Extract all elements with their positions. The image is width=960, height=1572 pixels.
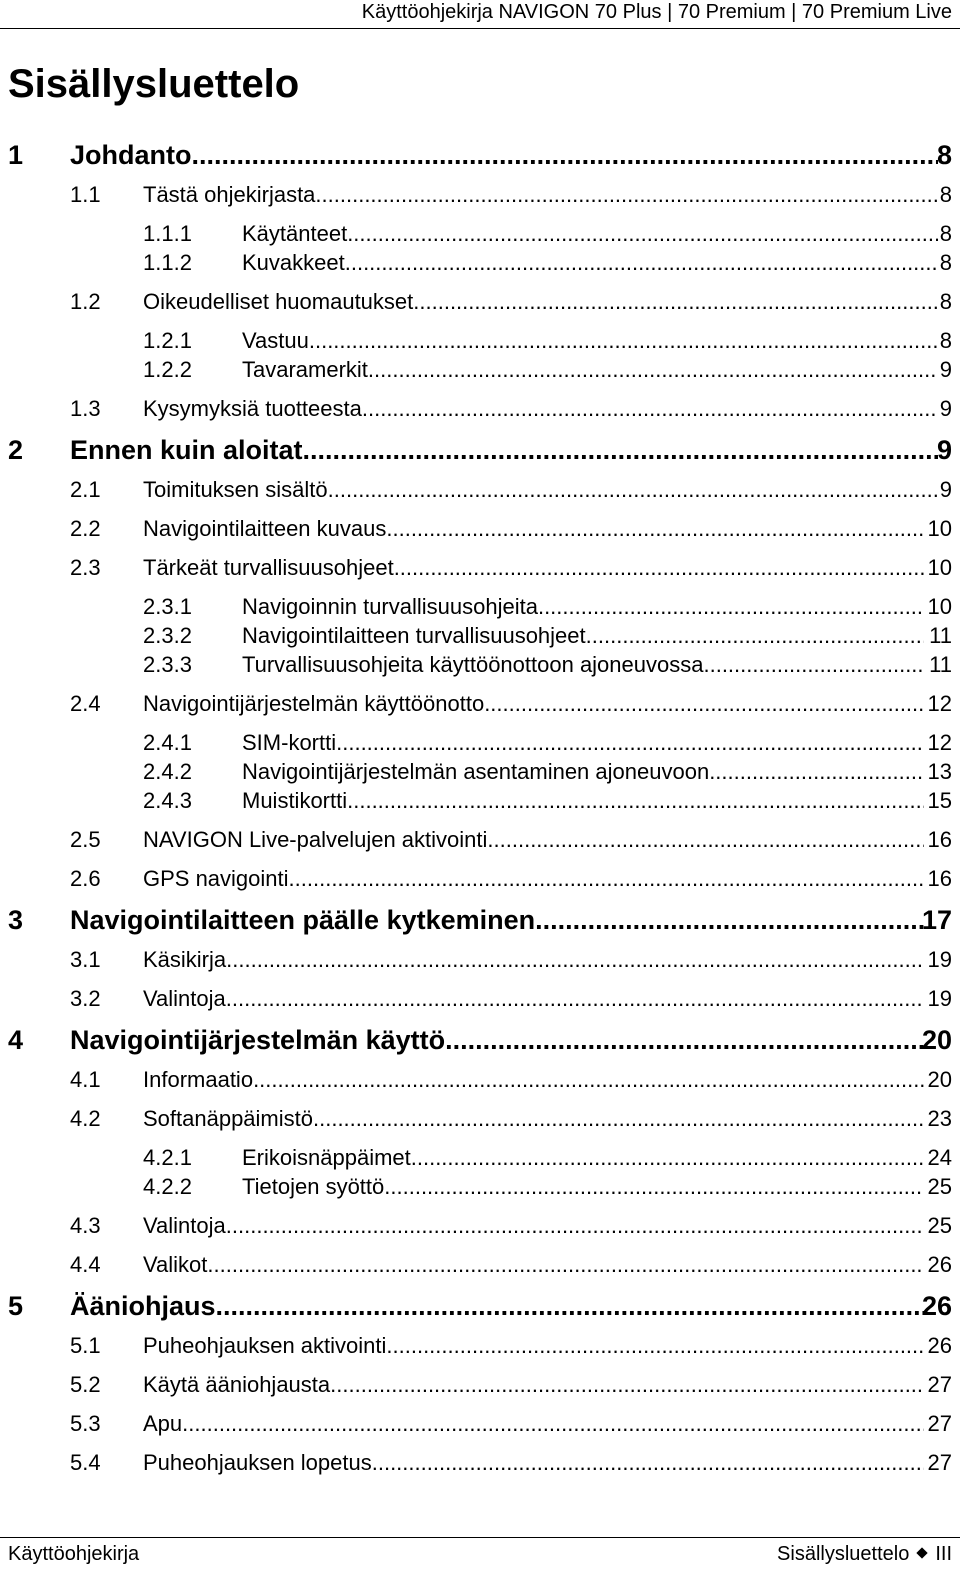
- dot-leader: [709, 759, 924, 785]
- toc-entry-number: 3.2: [70, 986, 101, 1011]
- dot-leader: [303, 435, 938, 466]
- toc-entry-title-wrap: [143, 986, 924, 1012]
- toc-entry[interactable]: [0, 182, 960, 210]
- diamond-icon: [917, 1548, 928, 1559]
- toc-entry-title-wrap: [242, 221, 938, 247]
- toc-entry[interactable]: [0, 730, 960, 758]
- toc-entry-title-wrap: [143, 1067, 924, 1093]
- toc-entry-title-wrap: [143, 1372, 924, 1398]
- toc-entry-title-wrap: [143, 1213, 924, 1239]
- toc-entry-title-wrap: [143, 1252, 924, 1278]
- toc-entry-page: 8: [936, 140, 952, 170]
- toc-entry-title-wrap: [242, 652, 924, 678]
- dot-leader: [386, 1333, 924, 1359]
- toc-entry-title: Erikoisnäppäimet: [242, 1145, 411, 1170]
- dot-leader: [372, 1450, 924, 1476]
- toc-entry-title: Navigointijärjestelmän käyttöönotto: [143, 691, 485, 716]
- toc-entry[interactable]: [0, 477, 960, 505]
- toc-entry-page: 15: [927, 788, 952, 813]
- toc-entry-number: 1.1: [70, 182, 101, 207]
- toc-entry-page: 9: [939, 477, 952, 502]
- toc-entry-title: Turvallisuusohjeita käyttöönottoon ajoneuvossa: [242, 652, 704, 677]
- toc-entry-title-wrap: [143, 477, 938, 503]
- dot-leader: [226, 1213, 924, 1239]
- toc-entry-number: 4.3: [70, 1213, 101, 1238]
- dot-leader: [207, 1252, 924, 1278]
- toc-entry-title-wrap: [143, 1411, 924, 1437]
- toc-entry-title-wrap: [242, 357, 938, 383]
- toc-entry-number: 2.3.3: [143, 652, 192, 677]
- toc-entry-page: 10: [927, 516, 952, 541]
- toc-entry-number: 1.2: [70, 289, 101, 314]
- toc-entry-page: 19: [927, 947, 952, 972]
- toc-entry[interactable]: [0, 357, 960, 385]
- toc-entry-page: 9: [939, 357, 952, 382]
- toc-entry-title-wrap: [143, 516, 924, 542]
- toc-entry-page: 9: [936, 435, 952, 465]
- toc-entry-page: 9: [939, 396, 952, 421]
- toc-entry-page: 12: [927, 730, 952, 755]
- toc-entry[interactable]: [0, 827, 960, 855]
- toc-entry[interactable]: [0, 221, 960, 249]
- toc-entry-number: 5: [8, 1291, 24, 1321]
- toc-entry-title: NAVIGON Live-palvelujen aktivointi: [143, 827, 488, 852]
- toc-entry[interactable]: [0, 866, 960, 894]
- toc-entry-title-wrap: [143, 1106, 924, 1132]
- dot-leader: [253, 1067, 924, 1093]
- toc-entry-title: GPS navigointi: [143, 866, 289, 891]
- toc-entry-title: Apu: [143, 1411, 183, 1436]
- toc-entry-number: 2.4.1: [143, 730, 192, 755]
- dot-leader: [384, 1174, 924, 1200]
- toc-entry-page: 20: [921, 1025, 952, 1055]
- dot-leader: [413, 289, 938, 315]
- toc-entry-page: 19: [927, 986, 952, 1011]
- toc-entry[interactable]: [0, 250, 960, 278]
- toc-entry-title: Navigointilaitteen kuvaus: [143, 516, 387, 541]
- toc-entry[interactable]: [0, 1411, 960, 1439]
- toc-entry-title-wrap: [242, 730, 924, 756]
- dot-leader: [386, 516, 924, 542]
- toc-entry-number: 5.3: [70, 1411, 101, 1436]
- toc-entry-number: 2.4: [70, 691, 101, 716]
- toc-entry-number: 2.1: [70, 477, 101, 502]
- toc-entry-title: Käytä ääniohjausta: [143, 1372, 331, 1397]
- toc-entry-title: Puheohjauksen lopetus: [143, 1450, 372, 1475]
- toc-entry-title: Navigointijärjestelmän käyttö: [70, 1025, 446, 1055]
- toc-entry-page: 24: [927, 1145, 952, 1170]
- header-text: Käyttöohjekirja NAVIGON 70 Plus | 70 Premium | 70 Premium Live: [361, 1, 952, 23]
- toc-entry-page: 16: [927, 827, 952, 852]
- toc-entry[interactable]: [0, 1145, 960, 1173]
- toc-entry[interactable]: [0, 1213, 960, 1241]
- toc-entry-title: Toimituksen sisältö: [143, 477, 328, 502]
- toc-entry-title: Valintoja: [143, 986, 226, 1011]
- toc-entry-title-wrap: [143, 947, 924, 973]
- dot-leader: [313, 1106, 924, 1132]
- toc-entry-number: 4: [8, 1025, 24, 1055]
- toc-entry-page: 13: [927, 759, 952, 784]
- toc-entry-page: 26: [921, 1291, 952, 1321]
- toc-entry-title: Navigoinnin turvallisuusohjeita: [242, 594, 538, 619]
- dot-leader: [182, 1411, 924, 1437]
- toc-entry-title-wrap: [143, 827, 924, 853]
- toc-entry[interactable]: [0, 1067, 960, 1095]
- toc-entry-title: Tärkeät turvallisuusohjeet: [143, 555, 394, 580]
- toc-entry[interactable]: [0, 435, 960, 467]
- toc-entry[interactable]: [0, 1174, 960, 1202]
- toc-entry-number: 2.2: [70, 516, 101, 541]
- toc-entry-number: 1: [8, 140, 24, 170]
- toc-entry-title-wrap: [242, 328, 938, 354]
- toc-entry-number: 2.3.2: [143, 623, 192, 648]
- toc-entry-title-wrap: [143, 555, 924, 581]
- toc-entry-title-wrap: [70, 140, 938, 171]
- toc-entry-title: Ennen kuin aloitat: [70, 435, 303, 465]
- toc-entry[interactable]: [0, 289, 960, 317]
- footer-section-name: Sisällysluettelo: [777, 1543, 910, 1565]
- toc-entry-number: 4.1: [70, 1067, 101, 1092]
- toc-entry[interactable]: [0, 1450, 960, 1478]
- toc-entry[interactable]: [0, 1106, 960, 1134]
- dot-leader: [309, 328, 938, 354]
- toc-entry[interactable]: [0, 328, 960, 356]
- toc-entry[interactable]: [0, 759, 960, 787]
- dot-leader: [368, 357, 938, 383]
- toc-entry-title: Johdanto: [70, 140, 192, 170]
- toc-entry-number: 5.2: [70, 1372, 101, 1397]
- toc-entry-page: 16: [927, 866, 952, 891]
- toc-entry-title-wrap: [143, 866, 924, 892]
- toc-entry-title: Navigointilaitteen turvallisuusohjeet: [242, 623, 586, 648]
- toc-entry-page: 26: [927, 1333, 952, 1358]
- toc-entry-page: 27: [927, 1411, 952, 1436]
- toc-entry-title-wrap: [242, 594, 924, 620]
- toc-entry-number: 2.4.2: [143, 759, 192, 784]
- toc-entry-title: Kuvakkeet: [242, 250, 345, 275]
- dot-leader: [226, 947, 924, 973]
- toc-entry-title: Navigointilaitteen päälle kytkeminen: [70, 905, 536, 935]
- toc-entry[interactable]: [0, 555, 960, 583]
- dot-leader: [538, 594, 924, 620]
- toc-entry[interactable]: [0, 691, 960, 719]
- dot-leader: [347, 221, 938, 247]
- toc-entry-title: Tästä ohjekirjasta: [143, 182, 316, 207]
- page-footer: [0, 1537, 960, 1572]
- toc-entry[interactable]: [0, 1025, 960, 1057]
- toc-entry-title-wrap: [242, 623, 924, 649]
- toc-entry-page: 11: [929, 623, 952, 648]
- dot-leader: [586, 623, 924, 649]
- toc-entry-title: Informaatio: [143, 1067, 254, 1092]
- toc-entry-number: 5.4: [70, 1450, 101, 1475]
- toc-entry-title: Käsikirja: [143, 947, 227, 972]
- dot-leader: [535, 905, 924, 936]
- toc-entry-title-wrap: [242, 1174, 924, 1200]
- dot-leader: [345, 250, 938, 276]
- toc-entry-page: 10: [927, 594, 952, 619]
- toc-entry-page: 8: [939, 221, 952, 246]
- toc-entry-page: 26: [927, 1252, 952, 1277]
- toc-entry-number: 4.2.1: [143, 1145, 192, 1170]
- toc-entry-title: Oikeudelliset huomautukset: [143, 289, 414, 314]
- toc-entry-page: 8: [939, 250, 952, 275]
- toc-entry-title: Käytänteet: [242, 221, 348, 246]
- toc-entry-title: Vastuu: [242, 328, 309, 353]
- toc-entry-page: 25: [927, 1213, 952, 1238]
- toc-entry-title-wrap: [143, 396, 938, 422]
- toc-entry-number: 3.1: [70, 947, 101, 972]
- toc-entry-title-wrap: [242, 1145, 924, 1171]
- toc-entry-number: 1.1.2: [143, 250, 192, 275]
- toc-entry-number: 4.4: [70, 1252, 101, 1277]
- toc-entry-title: Muistikortti: [242, 788, 348, 813]
- toc-entry-title: Valikot: [143, 1252, 208, 1277]
- toc-entry-title: Ääniohjaus: [70, 1291, 216, 1321]
- toc-entry-page: 27: [927, 1372, 952, 1397]
- toc-entry-title-wrap: [70, 435, 938, 466]
- toc-entry-title: Tietojen syöttö: [242, 1174, 385, 1199]
- dot-leader: [289, 866, 924, 892]
- dot-leader: [328, 477, 938, 503]
- toc-entry-title-wrap: [143, 289, 938, 315]
- toc-entry[interactable]: [0, 594, 960, 622]
- toc-entry-page: 20: [927, 1067, 952, 1092]
- page-title: Sisällysluettelo: [8, 62, 300, 106]
- toc-entry-number: 4.2: [70, 1106, 101, 1131]
- toc-entry-page: 27: [927, 1450, 952, 1475]
- toc-entry-title: Navigointijärjestelmän asentaminen ajoneuvoon: [242, 759, 710, 784]
- toc-entry[interactable]: [0, 623, 960, 651]
- toc-entry[interactable]: [0, 1333, 960, 1361]
- toc-entry-number: 2.3: [70, 555, 101, 580]
- toc-entry-page: 17: [921, 905, 952, 935]
- dot-leader: [192, 140, 939, 171]
- toc-entry-number: 2: [8, 435, 24, 465]
- toc-entry-number: 2.6: [70, 866, 101, 891]
- toc-entry-title-wrap: [242, 759, 924, 785]
- toc-entry-title: Puheohjauksen aktivointi: [143, 1333, 387, 1358]
- toc-entry[interactable]: [0, 140, 960, 172]
- toc-entry-page: 8: [939, 289, 952, 314]
- toc-entry-title: Softanäppäimistö: [143, 1106, 313, 1131]
- toc-entry[interactable]: [0, 1291, 960, 1323]
- dot-leader: [226, 986, 924, 1012]
- toc-entry-number: 2.5: [70, 827, 101, 852]
- toc-entry[interactable]: [0, 516, 960, 544]
- toc-entry-page: 25: [927, 1174, 952, 1199]
- toc-entry-page: 8: [939, 328, 952, 353]
- toc-entry[interactable]: [0, 788, 960, 816]
- footer-page-number: III: [935, 1543, 952, 1565]
- toc-entry-number: 2.4.3: [143, 788, 192, 813]
- toc-entry-title-wrap: [242, 250, 938, 276]
- footer-page-ref: [777, 1543, 952, 1566]
- toc-entry-title-wrap: [143, 1450, 924, 1476]
- dot-leader: [484, 691, 924, 717]
- toc-entry[interactable]: [0, 986, 960, 1014]
- dot-leader: [445, 1025, 924, 1056]
- toc-entry[interactable]: [0, 1372, 960, 1400]
- toc-entry-title-wrap: [70, 1291, 924, 1322]
- toc-entry-title: Tavaramerkit: [242, 357, 368, 382]
- toc-entry-title: Kysymyksiä tuotteesta: [143, 396, 362, 421]
- toc-entry-title-wrap: [242, 788, 924, 814]
- toc-entry[interactable]: [0, 905, 960, 937]
- toc-entry-page: 23: [927, 1106, 952, 1131]
- toc-entry-page: 10: [927, 555, 952, 580]
- toc-entry-title-wrap: [70, 1025, 924, 1056]
- toc-entry[interactable]: [0, 1252, 960, 1280]
- toc-entry-number: 1.1.1: [143, 221, 192, 246]
- dot-leader: [394, 555, 924, 581]
- toc-entry-page: 11: [929, 652, 952, 677]
- dot-leader: [362, 396, 938, 422]
- dot-leader: [330, 1372, 924, 1398]
- toc-entry[interactable]: [0, 652, 960, 680]
- dot-leader: [347, 788, 924, 814]
- toc-entry-title: SIM-kortti: [242, 730, 337, 755]
- toc-entry-number: 1.2.1: [143, 328, 192, 353]
- toc-entry-title-wrap: [70, 905, 924, 936]
- toc-entry-number: 4.2.2: [143, 1174, 192, 1199]
- dot-leader: [315, 182, 938, 208]
- toc-entry-title: Valintoja: [143, 1213, 226, 1238]
- toc-entry-number: 3: [8, 905, 24, 935]
- dot-leader: [703, 652, 924, 678]
- footer-doc-name: Käyttöohjekirja: [8, 1543, 140, 1565]
- toc-entry-number: 5.1: [70, 1333, 101, 1358]
- dot-leader: [487, 827, 924, 853]
- dot-leader: [336, 730, 924, 756]
- toc-entry[interactable]: [0, 947, 960, 975]
- toc-entry-number: 1.2.2: [143, 357, 192, 382]
- dot-leader: [216, 1291, 924, 1322]
- toc-entry-title-wrap: [143, 182, 938, 208]
- toc-entry-title-wrap: [143, 691, 924, 717]
- toc-entry-page: 8: [939, 182, 952, 207]
- toc-entry-page: 12: [927, 691, 952, 716]
- dot-leader: [411, 1145, 924, 1171]
- toc-entry-number: 2.3.1: [143, 594, 192, 619]
- toc-entry-title-wrap: [143, 1333, 924, 1359]
- toc-entry[interactable]: [0, 396, 960, 424]
- toc-entry-number: 1.3: [70, 396, 101, 421]
